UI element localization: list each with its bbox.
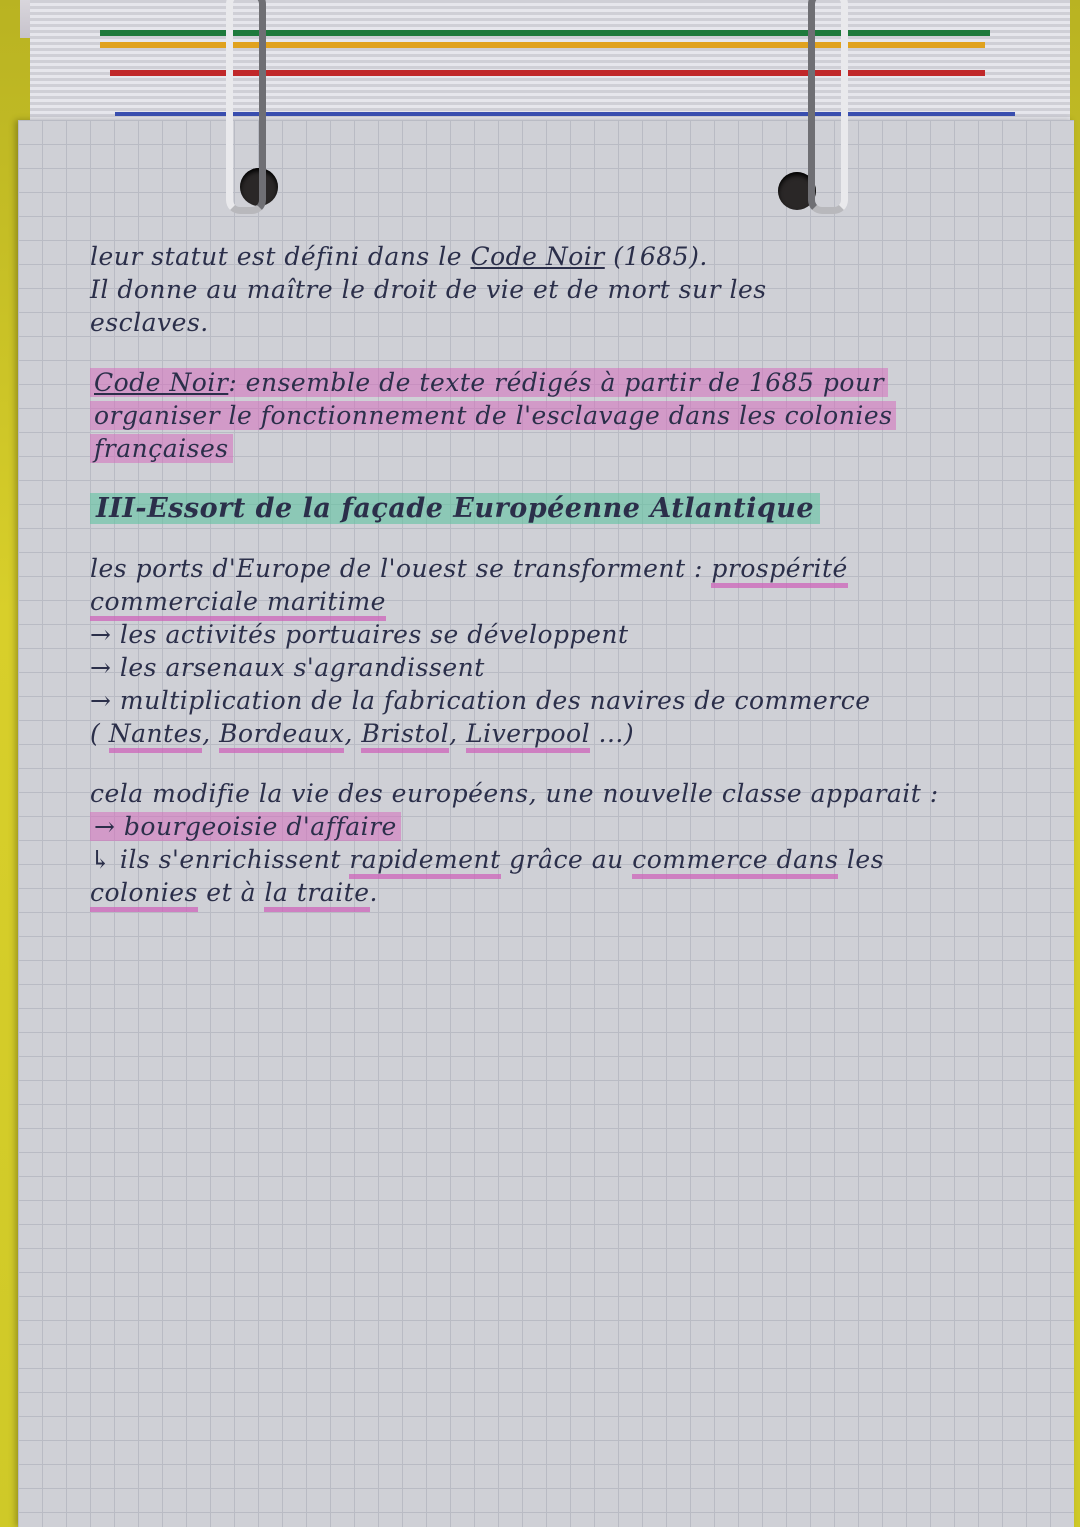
- definition-line-2: organiser le fonctionnement de l'esclavage dans les colonies: [90, 399, 990, 432]
- binder-ring-right: [808, 0, 848, 214]
- ports-paragraph: [90, 552, 990, 750]
- handwritten-notes: [90, 240, 990, 936]
- society-paragraph: [90, 777, 990, 909]
- binder-ring-left: [226, 0, 266, 214]
- prosperity-highlight: prospérité: [711, 554, 847, 588]
- city-bristol: Bristol: [361, 719, 449, 753]
- status-line-2: Il donne au maître le droit de vie et de mort sur les: [90, 275, 767, 304]
- society-line-3: ↳ ils s'enrichissent rapidement grâce au commerce dans les: [90, 843, 990, 876]
- society-line-1: cela modifie la vie des européens, une nouvelle classe apparait :: [90, 779, 939, 808]
- section-heading: III-Essort de la façade Européenne Atlantique: [90, 492, 990, 525]
- ports-bullet-2: → les arsenaux s'agrandissent: [90, 653, 485, 682]
- city-bordeaux: Bordeaux: [219, 719, 344, 753]
- ports-line-1: les ports d'Europe de l'ouest se transforment : prospérité: [90, 552, 990, 585]
- status-paragraph: [90, 240, 990, 339]
- ports-cities: ( Nantes, Bordeaux, Bristol, Liverpool ...): [90, 717, 990, 750]
- code-noir-definition: [90, 366, 990, 465]
- status-line-3: esclaves.: [90, 308, 209, 337]
- code-noir-reference: Code Noir: [470, 242, 605, 271]
- ports-bullet-1: → les activités portuaires se développent: [90, 620, 629, 649]
- society-line-4: colonies et à la traite.: [90, 876, 990, 909]
- definition-line-3: françaises: [90, 432, 990, 465]
- section-heading-block: [90, 492, 990, 525]
- city-nantes: Nantes: [109, 719, 203, 753]
- definition-line-1: Code Noir: ensemble de texte rédigés à partir de 1685 pour: [90, 366, 990, 399]
- ports-line-2: commerciale maritime: [90, 585, 990, 618]
- definition-term: Code Noir: [94, 368, 229, 397]
- status-line-1: leur statut est défini dans le Code Noir (1685).: [90, 242, 708, 271]
- ports-bullet-3: → multiplication de la fabrication des navires de commerce: [90, 686, 871, 715]
- city-liverpool: Liverpool: [466, 719, 590, 753]
- society-line-2: → bourgeoisie d'affaire: [90, 810, 990, 843]
